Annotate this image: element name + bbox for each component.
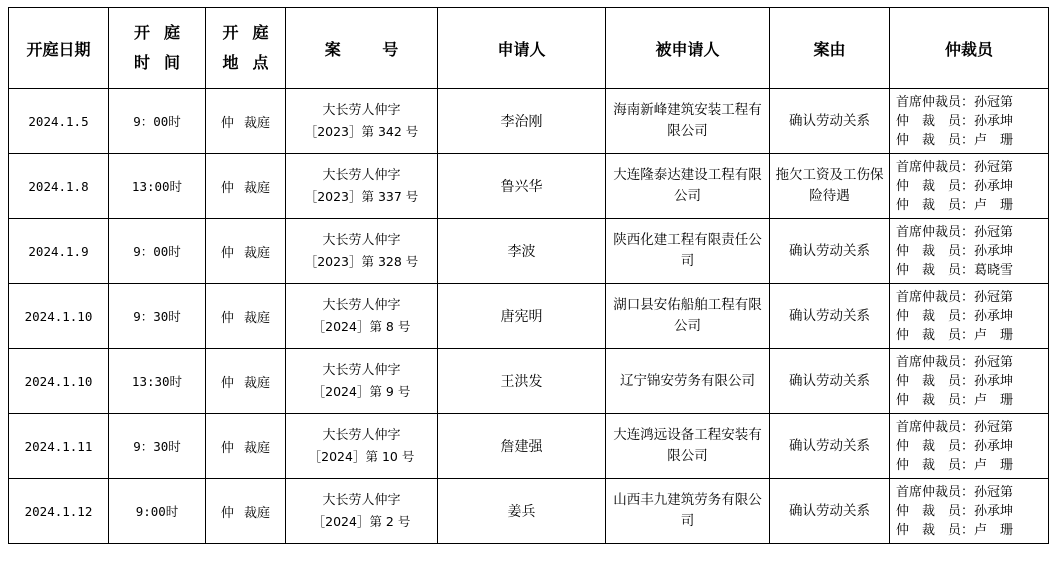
chief-arbitrator: 首席仲裁员：孙冠第 [896, 419, 1014, 435]
case-no-line1: 大长劳人仲字 [322, 232, 401, 248]
case-no-line1: 大长劳人仲字 [322, 167, 401, 183]
cell-time: 9:00时 [109, 479, 206, 544]
header-time-top: 开庭 [133, 23, 194, 42]
arbitrator-2: 仲 裁 员：卢 珊 [896, 197, 1014, 213]
case-no-line2: ［2024］第 2 号 [312, 513, 411, 529]
cell-place: 仲 裁庭 [206, 284, 286, 349]
cell-applicant: 唐宪明 [438, 284, 606, 349]
cell-respondent: 湖口县安佑船舶工程有限公司 [606, 284, 770, 349]
table-header [9, 8, 1049, 89]
case-no-line2: ［2024］第 10 号 [308, 448, 415, 464]
header-row [9, 8, 1049, 89]
case-no-line2: ［2023］第 328 号 [304, 253, 419, 269]
cell-case-no [286, 89, 438, 154]
cell-applicant: 詹建强 [438, 414, 606, 479]
cell-place: 仲 裁庭 [206, 219, 286, 284]
table-row [9, 414, 1049, 479]
cell-respondent: 大连鸿远设备工程安装有限公司 [606, 414, 770, 479]
case-no-line2: ［2024］第 9 号 [312, 383, 411, 399]
arbitrator-2: 仲 裁 员：葛晓雪 [896, 262, 1014, 278]
cell-applicant: 姜兵 [438, 479, 606, 544]
cell-arbitrators [890, 479, 1049, 544]
header-time [109, 8, 206, 89]
table-row [9, 154, 1049, 219]
arbitrator-1: 仲 裁 员：孙承坤 [896, 373, 1014, 389]
cell-applicant: 王洪发 [438, 349, 606, 414]
header-place [206, 8, 286, 89]
case-no-line2: ［2023］第 342 号 [304, 123, 419, 139]
cell-reason: 确认劳动关系 [770, 89, 890, 154]
case-no-line2: ［2024］第 8 号 [312, 318, 411, 334]
cell-respondent: 山西丰九建筑劳务有限公司 [606, 479, 770, 544]
cell-case-no [286, 219, 438, 284]
chief-arbitrator: 首席仲裁员：孙冠第 [896, 354, 1014, 370]
cell-respondent: 陕西化建工程有限责任公司 [606, 219, 770, 284]
chief-arbitrator: 首席仲裁员：孙冠第 [896, 159, 1014, 175]
cell-time: 13:30时 [109, 349, 206, 414]
cell-arbitrators [890, 284, 1049, 349]
table-row [9, 219, 1049, 284]
cell-time: 9：30时 [109, 284, 206, 349]
cell-applicant: 李治刚 [438, 89, 606, 154]
cell-date: 2024.1.11 [9, 414, 109, 479]
chief-arbitrator: 首席仲裁员：孙冠第 [896, 484, 1014, 500]
cell-arbitrators [890, 219, 1049, 284]
cell-date: 2024.1.12 [9, 479, 109, 544]
cell-case-no [286, 479, 438, 544]
cell-arbitrators [890, 349, 1049, 414]
arbitrator-1: 仲 裁 员：孙承坤 [896, 243, 1014, 259]
cell-date: 2024.1.10 [9, 284, 109, 349]
header-case-no: 案 号 [286, 8, 438, 89]
hearing-schedule-table [8, 7, 1049, 544]
cell-time: 9：00时 [109, 89, 206, 154]
cell-respondent: 海南新峰建筑安装工程有限公司 [606, 89, 770, 154]
arbitrator-1: 仲 裁 员：孙承坤 [896, 438, 1014, 454]
header-place-top: 开庭 [222, 23, 283, 42]
case-no-line1: 大长劳人仲字 [322, 362, 401, 378]
arbitrator-1: 仲 裁 员：孙承坤 [896, 308, 1014, 324]
cell-place: 仲 裁庭 [206, 89, 286, 154]
cell-reason: 确认劳动关系 [770, 219, 890, 284]
cell-arbitrators [890, 154, 1049, 219]
header-place-bottom: 地点 [222, 53, 283, 72]
chief-arbitrator: 首席仲裁员：孙冠第 [896, 224, 1014, 240]
cell-place: 仲 裁庭 [206, 349, 286, 414]
header-reason: 案由 [770, 8, 890, 89]
arbitrator-2: 仲 裁 员：卢 珊 [896, 522, 1014, 538]
header-respondent: 被申请人 [606, 8, 770, 89]
arbitrator-1: 仲 裁 员：孙承坤 [896, 503, 1014, 519]
cell-reason: 确认劳动关系 [770, 349, 890, 414]
cell-applicant: 李波 [438, 219, 606, 284]
cell-case-no [286, 284, 438, 349]
case-no-line1: 大长劳人仲字 [322, 492, 401, 508]
cell-case-no [286, 154, 438, 219]
cell-applicant: 鲁兴华 [438, 154, 606, 219]
hearing-schedule [8, 7, 1048, 544]
case-no-line1: 大长劳人仲字 [322, 297, 401, 313]
arbitrator-2: 仲 裁 员：卢 珊 [896, 392, 1014, 408]
table-row [9, 284, 1049, 349]
cell-case-no [286, 414, 438, 479]
cell-date: 2024.1.9 [9, 219, 109, 284]
cell-respondent: 辽宁锦安劳务有限公司 [606, 349, 770, 414]
cell-respondent: 大连隆泰达建设工程有限公司 [606, 154, 770, 219]
header-time-bottom: 时间 [133, 53, 194, 72]
cell-place: 仲 裁庭 [206, 414, 286, 479]
cell-reason: 确认劳动关系 [770, 284, 890, 349]
header-date: 开庭日期 [9, 8, 109, 89]
cell-date: 2024.1.5 [9, 89, 109, 154]
cell-reason: 拖欠工资及工伤保险待遇 [770, 154, 890, 219]
arbitrator-1: 仲 裁 员：孙承坤 [896, 113, 1014, 129]
cell-reason: 确认劳动关系 [770, 414, 890, 479]
cell-place: 仲 裁庭 [206, 154, 286, 219]
case-no-line2: ［2023］第 337 号 [304, 188, 419, 204]
cell-time: 9：30时 [109, 414, 206, 479]
case-no-line1: 大长劳人仲字 [322, 102, 401, 118]
table-body [9, 89, 1049, 544]
cell-arbitrators [890, 89, 1049, 154]
arbitrator-2: 仲 裁 员：卢 珊 [896, 457, 1014, 473]
cell-time: 9：00时 [109, 219, 206, 284]
table-row [9, 479, 1049, 544]
table-row [9, 89, 1049, 154]
arbitrator-2: 仲 裁 员：卢 珊 [896, 327, 1014, 343]
cell-place: 仲 裁庭 [206, 479, 286, 544]
cell-arbitrators [890, 414, 1049, 479]
chief-arbitrator: 首席仲裁员：孙冠第 [896, 94, 1014, 110]
chief-arbitrator: 首席仲裁员：孙冠第 [896, 289, 1014, 305]
arbitrator-2: 仲 裁 员：卢 珊 [896, 132, 1014, 148]
header-applicant: 申请人 [438, 8, 606, 89]
cell-reason: 确认劳动关系 [770, 479, 890, 544]
cell-time: 13:00时 [109, 154, 206, 219]
table-row [9, 349, 1049, 414]
header-arbitrators: 仲裁员 [890, 8, 1049, 89]
cell-date: 2024.1.10 [9, 349, 109, 414]
arbitrator-1: 仲 裁 员：孙承坤 [896, 178, 1014, 194]
case-no-line1: 大长劳人仲字 [322, 427, 401, 443]
cell-date: 2024.1.8 [9, 154, 109, 219]
cell-case-no [286, 349, 438, 414]
